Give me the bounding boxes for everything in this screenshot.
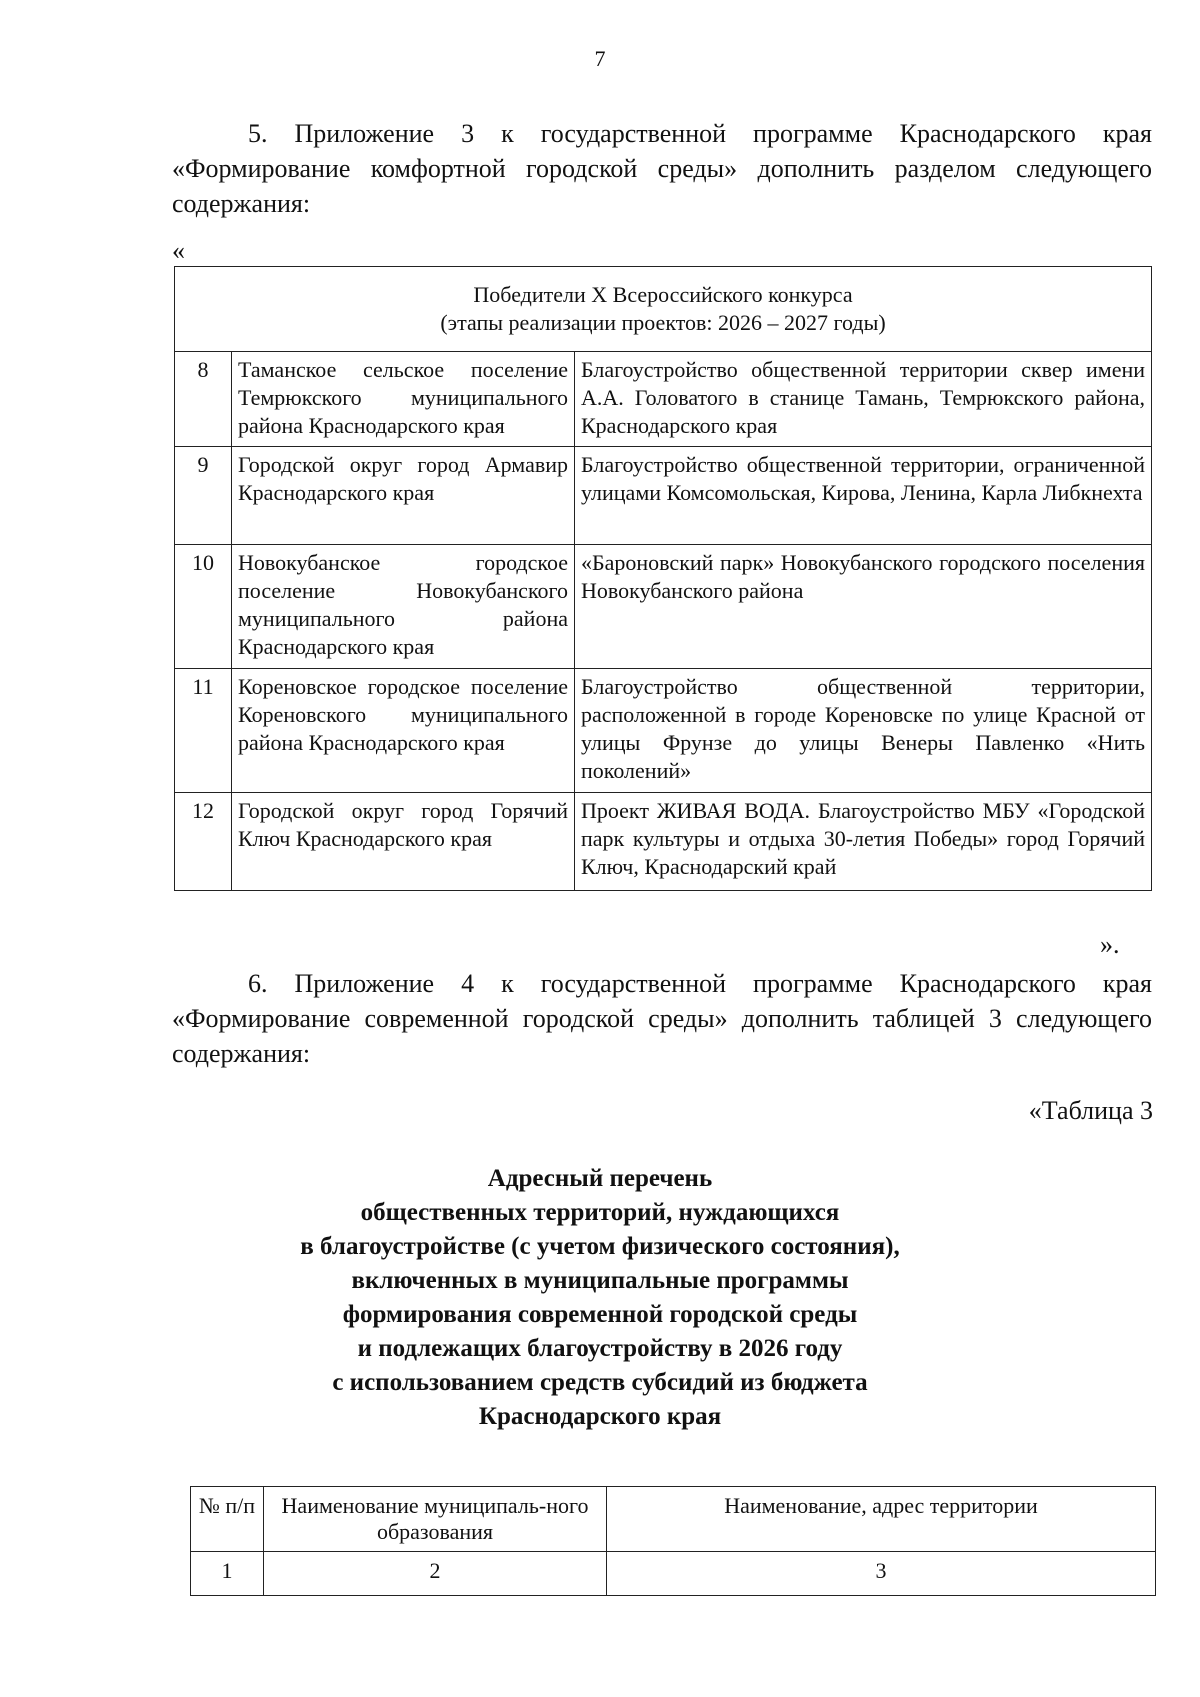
column-index: 3 [607, 1552, 1156, 1596]
table-row [191, 1552, 1156, 1596]
municipality-cell: Кореновское городское поселение Кореновского муниципального района Краснодарского края [232, 669, 575, 793]
winners-table [174, 266, 1152, 891]
page-number: 7 [594, 46, 606, 71]
municipality-cell: Новокубанское городское поселение Новокубанского муниципального района Краснодарского края [232, 545, 575, 669]
title-line: и подлежащих благоустройству в 2026 году [357, 1335, 843, 1362]
table-row [175, 352, 1152, 447]
title-line: Краснодарского края [478, 1403, 722, 1430]
table-row [175, 545, 1152, 669]
municipality-cell: Таманское сельское поселение Темрюкского муниципального района Краснодарского края [232, 352, 575, 447]
title-line: формирования современной городской среды [342, 1301, 858, 1328]
address-list-title [0, 1162, 1200, 1434]
address-table [190, 1486, 1156, 1596]
table-row [175, 793, 1152, 891]
title-line: включенных в муниципальные программы [351, 1267, 849, 1294]
table-row [175, 669, 1152, 793]
table-header-row [191, 1487, 1156, 1552]
project-cell: Благоустройство общественной территории, ограниченной улицами Комсомольская, Кирова, Ленина, Карла Либкнехта [575, 447, 1152, 545]
title-line: в благоустройстве (с учетом физического состояния), [300, 1233, 900, 1260]
table-header-row [175, 267, 1152, 352]
table-header [175, 267, 1152, 352]
project-cell: Проект ЖИВАЯ ВОДА. Благоустройство МБУ «Городской парк культуры и отдыха 30-летия Победы» город Горячий Ключ, Краснодарский край [575, 793, 1152, 891]
column-index: 2 [264, 1552, 607, 1596]
header-line-1: Победители X Всероссийского конкурса [473, 282, 853, 307]
project-cell: Благоустройство общественной территории, расположенной в городе Кореновске по улице Красной от улицы Фрунзе до улицы Венеры Павленко «Нить поколений» [575, 669, 1152, 793]
column-header: Наименование муниципаль-ного образования [264, 1487, 607, 1552]
title-line: с использованием средств субсидий из бюджета [332, 1369, 868, 1396]
row-number: 8 [175, 352, 232, 447]
municipality-cell: Городской округ город Армавир Краснодарского края [232, 447, 575, 545]
row-number: 11 [175, 669, 232, 793]
quote-close: ». [1100, 930, 1120, 959]
title-line: Адресный перечень [487, 1165, 713, 1192]
column-index: 1 [191, 1552, 264, 1596]
header-line-2: (этапы реализации проектов: 2026 – 2027 годы) [440, 310, 886, 335]
item6-paragraph: 6. Приложение 4 к государственной программе Краснодарского края «Формирование современной городской среды» дополнить таблицей 3 следующего содержания: [172, 969, 1152, 1068]
item5-paragraph: 5. Приложение 3 к государственной программе Краснодарского края «Формирование комфортной городской среды» дополнить разделом следующего содержания: [172, 119, 1152, 218]
row-number: 9 [175, 447, 232, 545]
project-cell: Благоустройство общественной территории сквер имени А.А. Головатого в станице Тамань, Темрюкского района, Краснодарского края [575, 352, 1152, 447]
table-row [175, 447, 1152, 545]
quote-open: « [172, 236, 185, 265]
row-number: 10 [175, 545, 232, 669]
column-header: Наименование, адрес территории [607, 1487, 1156, 1552]
title-line: общественных территорий, нуждающихся [360, 1199, 840, 1226]
project-cell: «Бароновский парк» Новокубанского городского поселения Новокубанского района [575, 545, 1152, 669]
column-header: № п/п [191, 1487, 264, 1552]
municipality-cell: Городской округ город Горячий Ключ Краснодарского края [232, 793, 575, 891]
table-label: «Таблица 3 [1028, 1096, 1153, 1125]
row-number: 12 [175, 793, 232, 891]
